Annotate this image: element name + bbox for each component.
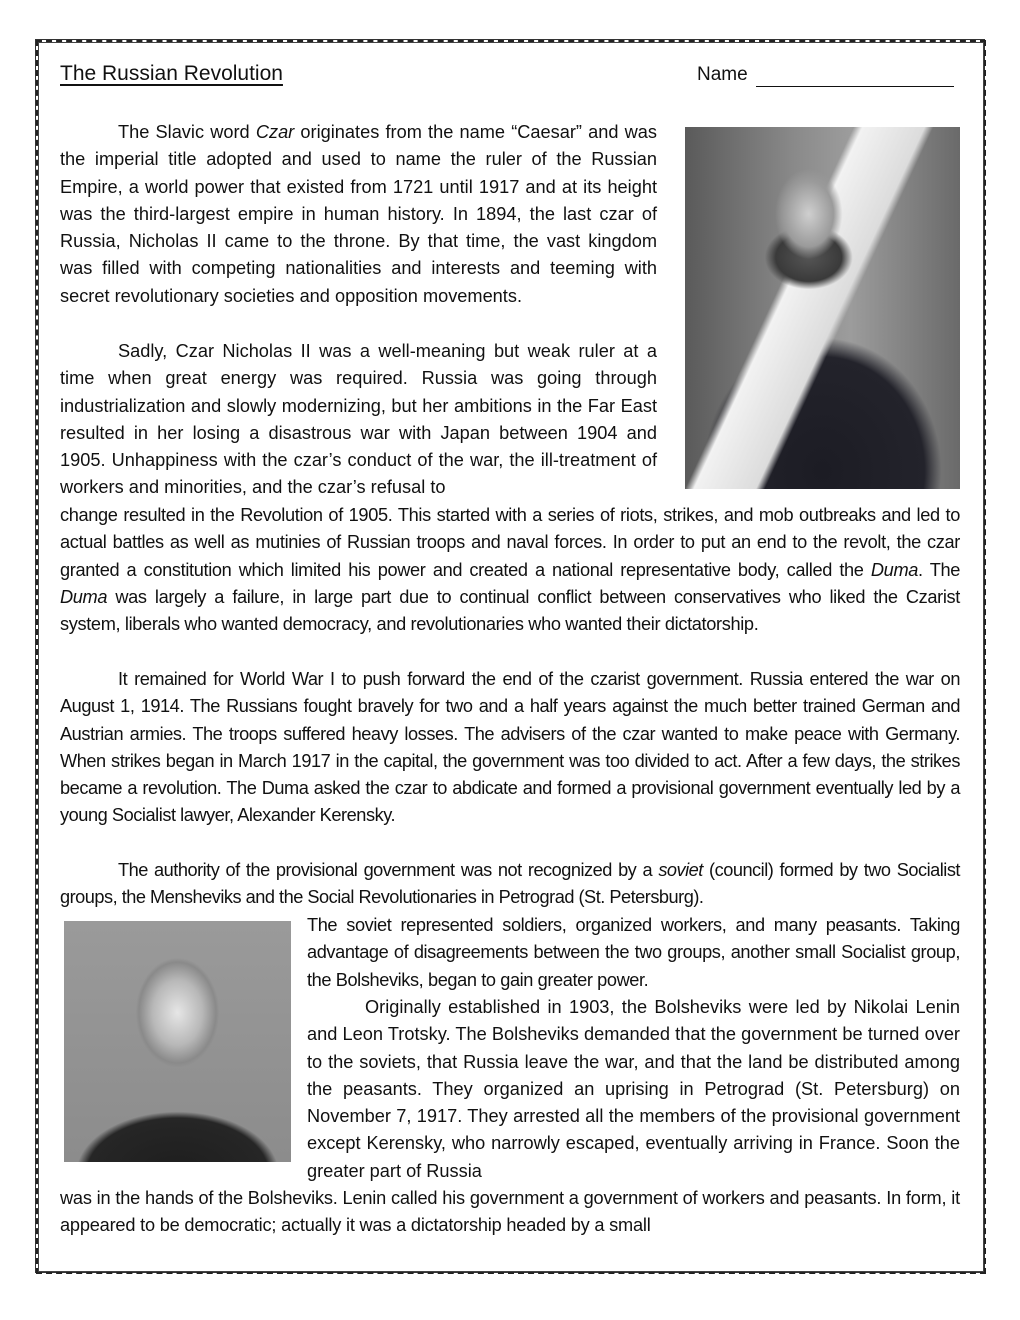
paragraph-4: The authority of the provisional government was not recognized by a soviet (council) formed by two Socialist groups, the Mensheviks and the Social Revolutionaries in Petrograd (St. Petersburg).	[60, 860, 960, 908]
paragraph-1: The Slavic word Czar originates from the name “Caesar” and was the imperial title adopted and used to name the ruler of the Russian Empire, a world power that existed from 1721 until 1917 and at its height was the third-largest empire in human history. In 1894, the last czar of Russia, Nicholas II came to the throne. By that time, the vast kingdom was filled with competing nationalities and interests and teeming with secret revolutionary societies and opposition movements.	[60, 122, 657, 306]
name-label: Name	[697, 64, 748, 85]
paragraph-4-narrow: The soviet represented soldiers, organized workers, and many peasants. Taking advantage of disagreements between the two groups, another small Socialist group, the Bolsheviks, began to gain greater power.	[307, 915, 960, 990]
italic-czar: Czar	[255, 122, 295, 142]
paragraph-3: It remained for World War I to push forward the end of the czarist government. Russia entered the war on August 1, 1914. The Russians fought bravely for two and a half years against the much better trained German and Austrian armies. The troops suffered heavy losses. The advisers of the czar wanted to make peace with Germany. When strikes began in March 1917 in the capital, the government was too divided to act. After a few days, the strikes became a revolution. The Duma asked the czar to abdicate and formed a provisional government eventually led by a young Socialist lawyer, Alexander Kerensky.	[60, 669, 960, 826]
paragraph-5-wide: was in the hands of the Bolsheviks. Lenin called his government a government of workers and peasants. In form, it appeared to be democratic; actually it was a dictatorship headed by a small	[60, 1188, 960, 1236]
nicholas-ii-portrait	[685, 127, 960, 489]
paragraph-2-narrow: Sadly, Czar Nicholas II was a well-meaning but weak ruler at a time when great energy was required. Russia was going through industrialization and slowly modernizing, but her ambitions in the Far East resulted in her losing a disastrous war with Japan between 1904 and 1905. Unhappiness with the czar’s conduct of the war, the ill-treatment of workers and minorities, and the czar’s refusal to	[60, 341, 657, 498]
lenin-portrait	[64, 921, 291, 1162]
paragraph-2-wide: change resulted in the Revolution of 1905. This started with a series of riots, strikes, and mob outbreaks and led to actual battles as well as mutinies of Russian troops and naval forces. In order to put an end to the revolt, the czar granted a constitution which limited his power and created a national representative body, called the Duma. The Duma was largely a failure, in large part due to continual conflict between conservatives who liked the Czarist system, liberals who wanted democracy, and revolutionaries who wanted their dictatorship.	[60, 505, 960, 635]
italic-soviet: soviet	[658, 860, 703, 880]
paragraph-5-narrow: Originally established in 1903, the Bolsheviks were led by Nikolai Lenin and Leon Trotsky. The Bolsheviks demanded that the government be turned over to the soviets, that Russia leave the war, and that the land be distributed among the peasants. They organized an uprising in Petrograd (St. Petersburg) on November 7, 1917. They arrested all the members of the provisional government except Kerensky, who narrowly escaped, eventually arriving in France. Soon the greater part of Russia	[307, 997, 960, 1181]
name-blank-line[interactable]	[756, 86, 954, 87]
worksheet-title: The Russian Revolution	[60, 62, 283, 85]
